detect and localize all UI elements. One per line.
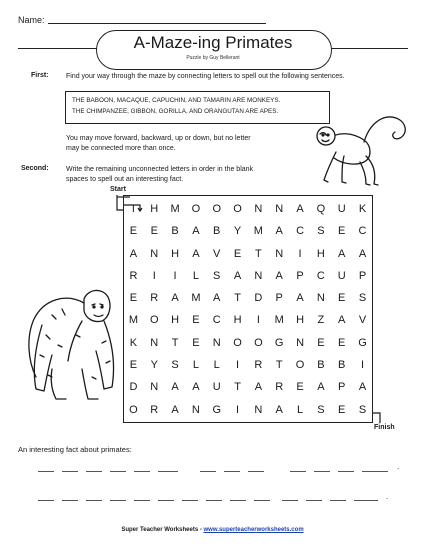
maze-letter[interactable]: C (212, 314, 221, 327)
maze-letter[interactable]: H (150, 203, 159, 215)
maze-letter[interactable]: V (358, 314, 367, 327)
maze-letter[interactable]: O (233, 203, 242, 215)
sentence-apes: THE CHIMPANZEE, GIBBON, GORILLA, AND ORANGUTAN ARE APES. (72, 108, 279, 115)
maze-letter[interactable]: O (129, 403, 138, 416)
maze-letter[interactable]: I (236, 359, 240, 372)
maze-letter[interactable]: G (358, 336, 367, 349)
maze-row (123, 332, 373, 354)
maze-letter[interactable]: K (358, 203, 367, 215)
maze-letter[interactable]: S (317, 225, 325, 238)
maze-letter[interactable]: S (171, 359, 179, 372)
maze-letter[interactable]: I (236, 403, 240, 416)
answer-blank[interactable] (134, 500, 150, 501)
maze-letter[interactable]: M (191, 292, 201, 305)
period-1: . (397, 462, 400, 471)
finish-label: Finish (374, 424, 395, 431)
maze-row (123, 376, 373, 398)
page-title: A-Maze-ing Primates (133, 33, 293, 52)
answer-blank[interactable] (362, 500, 378, 501)
maze-letter[interactable]: L (192, 359, 199, 372)
maze-letter[interactable]: E (129, 292, 138, 305)
answer-blank[interactable] (62, 500, 78, 501)
maze-letter[interactable]: I (152, 269, 156, 282)
maze-letter[interactable]: H (296, 314, 305, 327)
maze-letter[interactable]: N (296, 336, 305, 349)
maze-letter[interactable]: N (254, 403, 263, 416)
maze-row (123, 399, 373, 421)
maze-letter[interactable]: R (129, 269, 138, 282)
maze-letter[interactable]: Y (233, 225, 242, 238)
maze-letter[interactable]: S (358, 292, 367, 305)
answer-blank[interactable] (254, 500, 270, 501)
second-text-line-2: spaces to spell out an interesting fact. (66, 176, 184, 183)
maze-letter[interactable]: M (170, 203, 180, 215)
maze-letter[interactable]: T (275, 359, 283, 372)
maze-letter[interactable]: A (129, 247, 138, 260)
footer-url[interactable]: www.superteacherworksheets.com (203, 527, 304, 533)
maze-letter[interactable]: E (296, 381, 304, 394)
maze-letter[interactable]: P (338, 381, 346, 394)
answer-blank[interactable] (338, 471, 354, 472)
maze-letter[interactable]: A (254, 381, 263, 394)
maze-letter[interactable]: D (129, 381, 138, 394)
maze-letter[interactable]: E (317, 336, 325, 349)
maze-letter[interactable]: P (358, 269, 367, 282)
answer-blank[interactable] (38, 471, 54, 472)
maze-letter[interactable]: O (149, 314, 159, 327)
maze-letter[interactable]: A (296, 203, 304, 215)
maze-letter[interactable]: N (254, 269, 263, 282)
maze-letter[interactable]: I (360, 359, 365, 372)
maze-letter[interactable]: S (317, 403, 325, 416)
maze-letter[interactable]: G (212, 403, 221, 416)
name-label: Name: (18, 15, 45, 25)
second-label: Second: (21, 165, 49, 172)
maze-letter[interactable]: G (274, 336, 284, 349)
maze-letter[interactable]: B (317, 359, 325, 372)
maze-letter[interactable]: E (233, 247, 242, 260)
maze-letter[interactable]: A (233, 269, 242, 282)
maze-letter[interactable]: V (213, 247, 221, 260)
maze-letter[interactable]: L (296, 403, 304, 416)
answer-blank[interactable] (372, 471, 388, 472)
maze-letter[interactable]: S (213, 269, 221, 282)
maze-letter[interactable]: T (234, 381, 241, 394)
maze-letter[interactable]: M (128, 314, 138, 327)
maze-letter[interactable]: E (192, 336, 200, 349)
maze-letter[interactable]: E (150, 225, 158, 238)
maze-letter[interactable]: M (274, 314, 284, 327)
maze-letter[interactable]: A (358, 247, 367, 260)
maze-letter[interactable]: C (358, 225, 367, 238)
maze-letter[interactable]: K (129, 336, 138, 349)
maze-row (123, 354, 373, 376)
maze-row (123, 220, 373, 242)
maze-letter[interactable]: R (150, 403, 159, 416)
answer-blank[interactable] (330, 500, 346, 501)
answer-blank[interactable] (162, 471, 178, 472)
fact-label: An interesting fact about primates: (18, 445, 132, 454)
maze-letter[interactable]: N (150, 381, 159, 394)
maze-row (123, 287, 373, 309)
maze-letter[interactable]: O (295, 359, 305, 372)
maze-row (123, 265, 373, 287)
maze-letter[interactable]: E (192, 314, 200, 327)
first-text: Find your way through the maze by connecting letters to spell out the following sentences. (66, 73, 345, 80)
answer-blank[interactable] (158, 500, 174, 501)
maze-letter[interactable]: E (338, 225, 346, 238)
maze-letter[interactable]: H (233, 314, 242, 327)
maze-letter[interactable]: M (253, 225, 263, 238)
maze-letter[interactable]: I (173, 269, 177, 282)
maze-letter[interactable]: C (316, 269, 325, 282)
maze-letter[interactable]: A (275, 269, 283, 282)
maze-letter[interactable]: A (296, 292, 304, 305)
first-label: First: (31, 72, 49, 79)
answer-blank[interactable] (200, 471, 216, 472)
maze-letter[interactable]: A (275, 225, 283, 238)
maze-letter[interactable]: O (212, 203, 221, 215)
maze-letter[interactable]: N (191, 403, 200, 416)
maze-letter[interactable]: O (254, 336, 263, 349)
maze-letter[interactable]: A (192, 225, 200, 238)
maze-letter[interactable]: Q (316, 203, 326, 215)
maze-letter[interactable]: N (150, 336, 159, 349)
maze-letter[interactable]: A (192, 381, 200, 394)
answer-blank[interactable] (206, 500, 222, 501)
maze-letter[interactable]: S (358, 403, 367, 416)
maze-letter[interactable]: C (296, 225, 305, 238)
answer-blank[interactable] (38, 500, 54, 501)
maze-letter[interactable]: T (234, 292, 241, 305)
answer-blank[interactable] (86, 500, 102, 501)
sentence-monkeys: THE BABOON, MACAQUE, CAPUCHIN, AND TAMARIN ARE MONKEYS. (72, 97, 281, 104)
answer-blank[interactable] (134, 471, 150, 472)
maze-letter[interactable]: H (171, 314, 180, 327)
maze-row (123, 243, 373, 265)
maze-letter[interactable]: A (358, 381, 367, 394)
maze-letter[interactable]: D (254, 292, 263, 305)
maze-letter[interactable]: E (129, 225, 138, 238)
maze-letter[interactable]: A (338, 247, 346, 260)
maze-letter[interactable]: N (316, 292, 325, 305)
maze-letter[interactable]: P (296, 269, 304, 282)
answer-blank[interactable] (62, 471, 78, 472)
maze-letter[interactable]: A (338, 314, 346, 327)
maze-letter[interactable]: N (275, 247, 284, 260)
maze-row (123, 198, 373, 220)
maze-letter[interactable]: T (130, 203, 137, 215)
maze-letter[interactable]: L (213, 359, 220, 372)
maze-letter[interactable]: Z (317, 314, 325, 327)
footer-brand: Super Teacher Worksheets (121, 527, 199, 533)
maze-letter[interactable]: U (337, 203, 346, 215)
maze-letter[interactable]: N (254, 203, 263, 215)
maze-letter[interactable]: B (171, 225, 179, 238)
maze-letter[interactable]: R (150, 292, 159, 305)
maze-letter[interactable]: U (337, 269, 346, 282)
maze-letter[interactable]: T (255, 247, 262, 260)
maze-letter[interactable]: I (256, 314, 260, 327)
move-text-line-1: You may move forward, backward, up or down, but no letter (66, 135, 251, 142)
maze-letter[interactable]: N (212, 336, 221, 349)
answer-blank[interactable] (110, 471, 126, 472)
maze-letter[interactable]: E (338, 403, 346, 416)
answer-blank[interactable] (314, 471, 330, 472)
maze-letter[interactable]: H (171, 247, 180, 260)
maze-letter[interactable]: A (171, 381, 179, 394)
maze-letter[interactable]: A (275, 403, 283, 416)
answer-blank[interactable] (282, 500, 298, 501)
answer-blank[interactable] (86, 471, 102, 472)
maze-letter[interactable]: H (316, 247, 325, 260)
maze-letter[interactable]: B (338, 359, 346, 372)
maze-letter[interactable]: P (275, 292, 283, 305)
answer-blank[interactable] (248, 471, 264, 472)
maze-letter[interactable]: A (171, 292, 179, 305)
maze-letter[interactable]: T (171, 336, 179, 349)
maze-grid (123, 198, 373, 421)
maze-letter[interactable]: E (338, 336, 346, 349)
maze-letter[interactable]: B (213, 225, 221, 238)
maze-letter[interactable]: O (191, 203, 201, 215)
answer-blank[interactable] (306, 500, 322, 501)
footer (0, 527, 425, 533)
maze-letter[interactable]: A (192, 247, 200, 260)
maze-letter[interactable]: E (338, 292, 346, 305)
maze-letter[interactable]: U (212, 381, 221, 394)
maze-letter[interactable]: O (233, 336, 242, 349)
maze-letter[interactable]: A (171, 403, 179, 416)
maze-letter[interactable]: R (254, 359, 263, 372)
answer-blank[interactable] (182, 500, 198, 501)
maze-letter[interactable]: A (213, 292, 221, 305)
footer-separator: - (198, 527, 204, 533)
maze-letter[interactable]: N (150, 247, 159, 260)
period-2: . (386, 492, 389, 501)
maze-letter[interactable]: E (129, 359, 138, 372)
maze-letter[interactable]: A (317, 381, 325, 394)
maze-letter[interactable]: L (192, 269, 199, 282)
answer-blank[interactable] (110, 500, 126, 501)
move-text-line-2: may be connected more than once. (66, 145, 176, 152)
start-label: Start (110, 186, 126, 193)
maze-letter[interactable]: N (275, 203, 284, 215)
answer-blank[interactable] (224, 471, 240, 472)
byline: Puzzle by Guy Bellerant (186, 55, 240, 61)
maze-letter[interactable]: Y (150, 359, 158, 372)
maze-letter[interactable]: R (275, 381, 284, 394)
answer-blank[interactable] (230, 500, 246, 501)
maze-letter[interactable]: I (298, 247, 302, 260)
second-text-line-1: Write the remaining unconnected letters in order in the blank (66, 166, 254, 173)
answer-blank[interactable] (290, 471, 306, 472)
maze-row (123, 309, 373, 331)
